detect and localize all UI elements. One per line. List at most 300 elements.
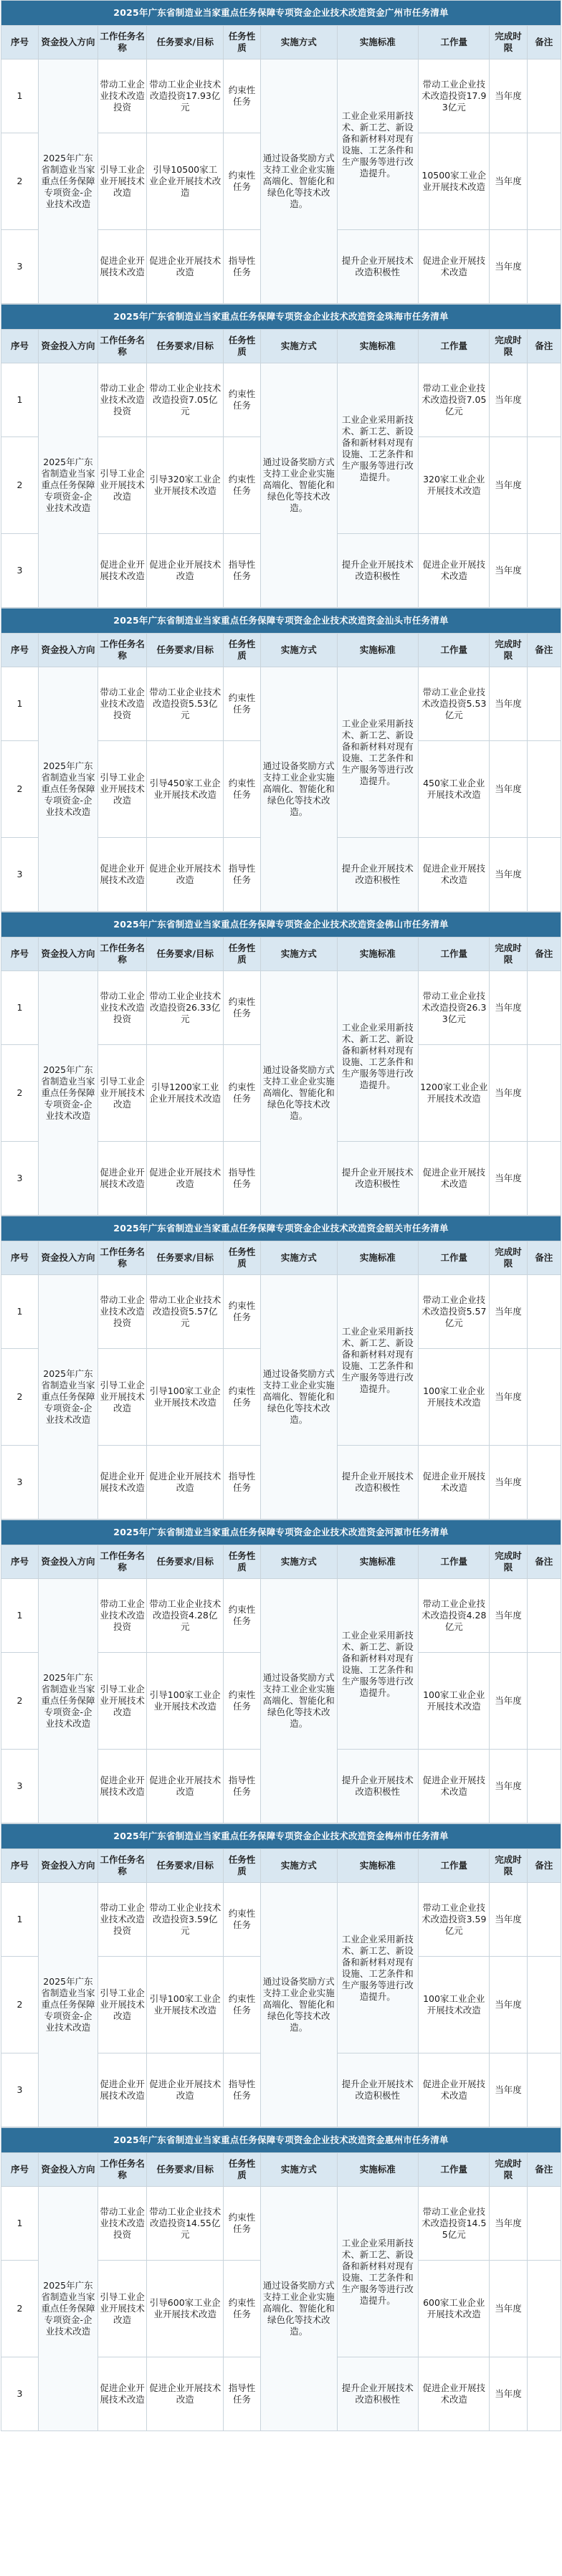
row-number: 2 (1, 1653, 39, 1750)
remark-cell (527, 1349, 561, 1446)
fund-direction-cell: 2025年广东省制造业当家重点任务保障专项资金-企业技术改造 (39, 1579, 98, 1823)
implementation-standard-cell: 工业企业采用新技术、新工艺、新设备和新材料对现有设施、工艺条件和生产服务等进行改造提升。 (337, 971, 419, 1142)
table-title: 2025年广东省制造业当家重点任务保障专项资金企业技术改造资金河源市任务清单 (1, 1520, 561, 1545)
row-number: 3 (1, 1142, 39, 1216)
task-requirement-cell: 促进企业开展技术改造 (147, 1142, 223, 1216)
header-req: 任务要求/目标 (147, 634, 223, 667)
header-remark: 备注 (527, 330, 561, 363)
fund-direction-cell: 2025年广东省制造业当家重点任务保障专项资金-企业技术改造 (39, 1275, 98, 1520)
fund-direction-cell: 2025年广东省制造业当家重点任务保障专项资金-企业技术改造 (39, 2187, 98, 2431)
deadline-cell: 当年度 (490, 1957, 527, 2053)
task-name-cell: 带动工业企业技术改造投资 (97, 59, 147, 133)
header-method: 实施方式 (261, 938, 337, 971)
header-remark: 备注 (527, 2153, 561, 2187)
header-req: 任务要求/目标 (147, 1849, 223, 1883)
task-list-document (1, 0, 561, 2431)
task-nature-cell: 指导性任务 (223, 1446, 260, 1520)
task-requirement-cell: 带动工业企业技术改造投资5.53亿元 (147, 667, 223, 741)
remark-cell (527, 667, 561, 741)
implementation-standard-cell: 工业企业采用新技术、新工艺、新设备和新材料对现有设施、工艺条件和生产服务等进行改造提升。 (337, 59, 419, 230)
header-task: 工作任务名称 (97, 330, 147, 363)
header-no: 序号 (1, 330, 39, 363)
row-number: 1 (1, 1579, 39, 1653)
task-requirement-cell: 引导10500家工业企业开展技术改造 (147, 133, 223, 230)
workload-cell: 100家工业企业开展技术改造 (419, 1349, 490, 1446)
deadline-cell: 当年度 (490, 741, 527, 838)
deadline-cell: 当年度 (490, 437, 527, 534)
header-std: 实施标准 (337, 26, 419, 59)
task-requirement-cell: 带动工业企业技术改造投资5.57亿元 (147, 1275, 223, 1349)
workload-cell: 促进企业开展技术改造 (419, 1446, 490, 1520)
row-number: 3 (1, 838, 39, 912)
task-requirement-cell: 带动工业企业技术改造投资14.55亿元 (147, 2187, 223, 2261)
workload-cell: 100家工业企业开展技术改造 (419, 1653, 490, 1750)
remark-cell (527, 437, 561, 534)
table-title: 2025年广东省制造业当家重点任务保障专项资金企业技术改造资金珠海市任务清单 (1, 305, 561, 330)
row-number: 1 (1, 971, 39, 1045)
implementation-standard-cell: 工业企业采用新技术、新工艺、新设备和新材料对现有设施、工艺条件和生产服务等进行改造提升。 (337, 363, 419, 534)
row-number: 3 (1, 1446, 39, 1520)
header-task: 工作任务名称 (97, 938, 147, 971)
fund-direction-cell: 2025年广东省制造业当家重点任务保障专项资金-企业技术改造 (39, 363, 98, 608)
header-method: 实施方式 (261, 1545, 337, 1579)
remark-cell (527, 2187, 561, 2261)
header-no: 序号 (1, 938, 39, 971)
header-task: 工作任务名称 (97, 1849, 147, 1883)
implementation-standard-cell: 提升企业开展技术改造积极性 (337, 1142, 419, 1216)
header-work: 工作量 (419, 1241, 490, 1275)
header-deadline: 完成时限 (490, 1849, 527, 1883)
header-fund: 资金投入方向 (39, 1545, 98, 1579)
task-name-cell: 促进企业开展技术改造 (97, 534, 147, 608)
header-remark: 备注 (527, 1241, 561, 1275)
deadline-cell: 当年度 (490, 1750, 527, 1823)
implementation-method-cell: 通过设备奖励方式支持工业企业实施高端化、智能化和绿色化等技术改造。 (261, 971, 337, 1216)
implementation-method-cell: 通过设备奖励方式支持工业企业实施高端化、智能化和绿色化等技术改造。 (261, 2187, 337, 2431)
task-name-cell: 带动工业企业技术改造投资 (97, 1883, 147, 1957)
header-method: 实施方式 (261, 1849, 337, 1883)
header-deadline: 完成时限 (490, 634, 527, 667)
workload-cell: 10500家工业企业开展技术改造 (419, 133, 490, 230)
row-number: 2 (1, 1957, 39, 2053)
workload-cell: 促进企业开展技术改造 (419, 2357, 490, 2431)
header-req: 任务要求/目标 (147, 1241, 223, 1275)
header-nature: 任务性质 (223, 938, 260, 971)
header-method: 实施方式 (261, 1241, 337, 1275)
task-requirement-cell: 引导1200家工业企业开展技术改造 (147, 1045, 223, 1142)
header-no: 序号 (1, 1241, 39, 1275)
implementation-standard-cell: 提升企业开展技术改造积极性 (337, 2357, 419, 2431)
task-name-cell: 促进企业开展技术改造 (97, 1750, 147, 1823)
table-header-row (1, 1545, 561, 1579)
implementation-method-cell: 通过设备奖励方式支持工业企业实施高端化、智能化和绿色化等技术改造。 (261, 59, 337, 304)
task-name-cell: 带动工业企业技术改造投资 (97, 363, 147, 437)
header-task: 工作任务名称 (97, 634, 147, 667)
task-table (1, 1823, 561, 2127)
task-name-cell: 引导工业企业开展技术改造 (97, 1957, 147, 2053)
task-nature-cell: 约束性任务 (223, 1349, 260, 1446)
workload-cell: 带动工业企业技术改造投资17.93亿元 (419, 59, 490, 133)
remark-cell (527, 2053, 561, 2127)
header-work: 工作量 (419, 26, 490, 59)
table-title: 2025年广东省制造业当家重点任务保障专项资金企业技术改造资金广州市任务清单 (1, 1, 561, 26)
workload-cell: 带动工业企业技术改造投资7.05亿元 (419, 363, 490, 437)
remark-cell (527, 1275, 561, 1349)
header-fund: 资金投入方向 (39, 26, 98, 59)
table-row (1, 2187, 561, 2261)
task-requirement-cell: 带动工业企业技术改造投资4.28亿元 (147, 1579, 223, 1653)
header-work: 工作量 (419, 2153, 490, 2187)
deadline-cell: 当年度 (490, 971, 527, 1045)
task-nature-cell: 约束性任务 (223, 1579, 260, 1653)
row-number: 1 (1, 667, 39, 741)
remark-cell (527, 2357, 561, 2431)
implementation-standard-cell: 工业企业采用新技术、新工艺、新设备和新材料对现有设施、工艺条件和生产服务等进行改造提升。 (337, 1579, 419, 1750)
header-no: 序号 (1, 634, 39, 667)
table-title: 2025年广东省制造业当家重点任务保障专项资金企业技术改造资金佛山市任务清单 (1, 912, 561, 938)
table-row (1, 1883, 561, 1957)
deadline-cell: 当年度 (490, 1349, 527, 1446)
deadline-cell: 当年度 (490, 1446, 527, 1520)
task-name-cell: 促进企业开展技术改造 (97, 230, 147, 304)
task-nature-cell: 约束性任务 (223, 741, 260, 838)
table-row (1, 363, 561, 437)
task-requirement-cell: 促进企业开展技术改造 (147, 2357, 223, 2431)
table-row (1, 59, 561, 133)
task-requirement-cell: 引导600家工业企业开展技术改造 (147, 2261, 223, 2357)
implementation-standard-cell: 工业企业采用新技术、新工艺、新设备和新材料对现有设施、工艺条件和生产服务等进行改造提升。 (337, 1883, 419, 2053)
workload-cell: 带动工业企业技术改造投资5.57亿元 (419, 1275, 490, 1349)
workload-cell: 320家工业企业开展技术改造 (419, 437, 490, 534)
task-requirement-cell: 带动工业企业技术改造投资3.59亿元 (147, 1883, 223, 1957)
task-requirement-cell: 带动工业企业技术改造投资17.93亿元 (147, 59, 223, 133)
task-name-cell: 带动工业企业技术改造投资 (97, 971, 147, 1045)
header-nature: 任务性质 (223, 26, 260, 59)
remark-cell (527, 1750, 561, 1823)
task-nature-cell: 约束性任务 (223, 363, 260, 437)
remark-cell (527, 1579, 561, 1653)
remark-cell (527, 1446, 561, 1520)
header-nature: 任务性质 (223, 1241, 260, 1275)
header-remark: 备注 (527, 1545, 561, 1579)
header-method: 实施方式 (261, 2153, 337, 2187)
header-remark: 备注 (527, 1849, 561, 1883)
row-number: 2 (1, 1045, 39, 1142)
header-task: 工作任务名称 (97, 2153, 147, 2187)
task-name-cell: 促进企业开展技术改造 (97, 838, 147, 912)
implementation-method-cell: 通过设备奖励方式支持工业企业实施高端化、智能化和绿色化等技术改造。 (261, 1883, 337, 2127)
deadline-cell: 当年度 (490, 838, 527, 912)
header-work: 工作量 (419, 1849, 490, 1883)
task-nature-cell: 约束性任务 (223, 59, 260, 133)
task-nature-cell: 指导性任务 (223, 230, 260, 304)
task-requirement-cell: 促进企业开展技术改造 (147, 2053, 223, 2127)
header-nature: 任务性质 (223, 1849, 260, 1883)
task-table (1, 912, 561, 1216)
header-work: 工作量 (419, 634, 490, 667)
header-fund: 资金投入方向 (39, 1241, 98, 1275)
workload-cell: 促进企业开展技术改造 (419, 1750, 490, 1823)
header-no: 序号 (1, 1545, 39, 1579)
row-number: 1 (1, 363, 39, 437)
workload-cell: 促进企业开展技术改造 (419, 1142, 490, 1216)
task-table (1, 1216, 561, 1520)
header-nature: 任务性质 (223, 1545, 260, 1579)
deadline-cell: 当年度 (490, 2053, 527, 2127)
task-nature-cell: 约束性任务 (223, 971, 260, 1045)
task-nature-cell: 约束性任务 (223, 1275, 260, 1349)
task-nature-cell: 约束性任务 (223, 2187, 260, 2261)
remark-cell (527, 2261, 561, 2357)
task-requirement-cell: 引导320家工业企业开展技术改造 (147, 437, 223, 534)
deadline-cell: 当年度 (490, 59, 527, 133)
workload-cell: 带动工业企业技术改造投资4.28亿元 (419, 1579, 490, 1653)
header-task: 工作任务名称 (97, 1545, 147, 1579)
task-name-cell: 带动工业企业技术改造投资 (97, 2187, 147, 2261)
table-row (1, 1579, 561, 1653)
task-nature-cell: 约束性任务 (223, 1045, 260, 1142)
header-remark: 备注 (527, 26, 561, 59)
header-remark: 备注 (527, 938, 561, 971)
implementation-standard-cell: 工业企业采用新技术、新工艺、新设备和新材料对现有设施、工艺条件和生产服务等进行改造提升。 (337, 1275, 419, 1446)
row-number: 2 (1, 133, 39, 230)
task-requirement-cell: 引导100家工业企业开展技术改造 (147, 1957, 223, 2053)
table-header-row (1, 330, 561, 363)
row-number: 1 (1, 1275, 39, 1349)
header-fund: 资金投入方向 (39, 634, 98, 667)
remark-cell (527, 971, 561, 1045)
table-header-row (1, 26, 561, 59)
row-number: 3 (1, 2357, 39, 2431)
header-task: 工作任务名称 (97, 26, 147, 59)
header-std: 实施标准 (337, 1545, 419, 1579)
task-requirement-cell: 促进企业开展技术改造 (147, 230, 223, 304)
header-work: 工作量 (419, 1545, 490, 1579)
implementation-standard-cell: 工业企业采用新技术、新工艺、新设备和新材料对现有设施、工艺条件和生产服务等进行改造提升。 (337, 667, 419, 838)
task-table (1, 304, 561, 608)
row-number: 2 (1, 437, 39, 534)
implementation-method-cell: 通过设备奖励方式支持工业企业实施高端化、智能化和绿色化等技术改造。 (261, 667, 337, 912)
workload-cell: 促进企业开展技术改造 (419, 2053, 490, 2127)
row-number: 3 (1, 230, 39, 304)
task-requirement-cell: 促进企业开展技术改造 (147, 1446, 223, 1520)
header-nature: 任务性质 (223, 330, 260, 363)
task-table (1, 608, 561, 912)
task-name-cell: 促进企业开展技术改造 (97, 1446, 147, 1520)
table-header-row (1, 938, 561, 971)
task-name-cell: 引导工业企业开展技术改造 (97, 437, 147, 534)
header-std: 实施标准 (337, 2153, 419, 2187)
task-requirement-cell: 引导450家工业企业开展技术改造 (147, 741, 223, 838)
header-req: 任务要求/目标 (147, 26, 223, 59)
remark-cell (527, 59, 561, 133)
table-title: 2025年广东省制造业当家重点任务保障专项资金企业技术改造资金韶关市任务清单 (1, 1216, 561, 1241)
task-name-cell: 引导工业企业开展技术改造 (97, 1653, 147, 1750)
row-number: 3 (1, 1750, 39, 1823)
task-name-cell: 带动工业企业技术改造投资 (97, 1579, 147, 1653)
fund-direction-cell: 2025年广东省制造业当家重点任务保障专项资金-企业技术改造 (39, 667, 98, 912)
header-task: 工作任务名称 (97, 1241, 147, 1275)
remark-cell (527, 133, 561, 230)
deadline-cell: 当年度 (490, 1653, 527, 1750)
header-nature: 任务性质 (223, 634, 260, 667)
header-deadline: 完成时限 (490, 2153, 527, 2187)
remark-cell (527, 363, 561, 437)
task-requirement-cell: 促进企业开展技术改造 (147, 1750, 223, 1823)
deadline-cell: 当年度 (490, 230, 527, 304)
task-nature-cell: 约束性任务 (223, 437, 260, 534)
header-method: 实施方式 (261, 634, 337, 667)
workload-cell: 带动工业企业技术改造投资14.55亿元 (419, 2187, 490, 2261)
table-header-row (1, 634, 561, 667)
task-nature-cell: 约束性任务 (223, 2261, 260, 2357)
header-fund: 资金投入方向 (39, 1849, 98, 1883)
task-nature-cell: 指导性任务 (223, 1750, 260, 1823)
row-number: 1 (1, 59, 39, 133)
row-number: 3 (1, 534, 39, 608)
header-std: 实施标准 (337, 938, 419, 971)
table-row (1, 667, 561, 741)
task-nature-cell: 指导性任务 (223, 838, 260, 912)
header-no: 序号 (1, 1849, 39, 1883)
table-header-row (1, 2153, 561, 2187)
workload-cell: 600家工业企业开展技术改造 (419, 2261, 490, 2357)
header-fund: 资金投入方向 (39, 330, 98, 363)
task-nature-cell: 指导性任务 (223, 2053, 260, 2127)
table-header-row (1, 1241, 561, 1275)
header-deadline: 完成时限 (490, 938, 527, 971)
task-requirement-cell: 促进企业开展技术改造 (147, 838, 223, 912)
header-deadline: 完成时限 (490, 330, 527, 363)
implementation-standard-cell: 工业企业采用新技术、新工艺、新设备和新材料对现有设施、工艺条件和生产服务等进行改造提升。 (337, 2187, 419, 2357)
deadline-cell: 当年度 (490, 667, 527, 741)
fund-direction-cell: 2025年广东省制造业当家重点任务保障专项资金-企业技术改造 (39, 1883, 98, 2127)
remark-cell (527, 1957, 561, 2053)
remark-cell (527, 534, 561, 608)
header-fund: 资金投入方向 (39, 938, 98, 971)
deadline-cell: 当年度 (490, 1142, 527, 1216)
workload-cell: 100家工业企业开展技术改造 (419, 1957, 490, 2053)
implementation-method-cell: 通过设备奖励方式支持工业企业实施高端化、智能化和绿色化等技术改造。 (261, 1275, 337, 1520)
header-no: 序号 (1, 26, 39, 59)
deadline-cell: 当年度 (490, 133, 527, 230)
task-nature-cell: 指导性任务 (223, 1142, 260, 1216)
task-name-cell: 促进企业开展技术改造 (97, 1142, 147, 1216)
implementation-standard-cell: 提升企业开展技术改造积极性 (337, 230, 419, 304)
workload-cell: 1200家工业企业开展技术改造 (419, 1045, 490, 1142)
workload-cell: 450家工业企业开展技术改造 (419, 741, 490, 838)
remark-cell (527, 1653, 561, 1750)
workload-cell: 带动工业企业技术改造投资3.59亿元 (419, 1883, 490, 1957)
deadline-cell: 当年度 (490, 363, 527, 437)
task-nature-cell: 约束性任务 (223, 133, 260, 230)
remark-cell (527, 741, 561, 838)
deadline-cell: 当年度 (490, 1883, 527, 1957)
implementation-standard-cell: 提升企业开展技术改造积极性 (337, 534, 419, 608)
task-name-cell: 引导工业企业开展技术改造 (97, 741, 147, 838)
header-req: 任务要求/目标 (147, 330, 223, 363)
implementation-standard-cell: 提升企业开展技术改造积极性 (337, 2053, 419, 2127)
workload-cell: 促进企业开展技术改造 (419, 838, 490, 912)
fund-direction-cell: 2025年广东省制造业当家重点任务保障专项资金-企业技术改造 (39, 971, 98, 1216)
task-nature-cell: 约束性任务 (223, 667, 260, 741)
header-std: 实施标准 (337, 634, 419, 667)
remark-cell (527, 838, 561, 912)
remark-cell (527, 230, 561, 304)
header-req: 任务要求/目标 (147, 938, 223, 971)
header-req: 任务要求/目标 (147, 1545, 223, 1579)
implementation-standard-cell: 提升企业开展技术改造积极性 (337, 1750, 419, 1823)
row-number: 2 (1, 1349, 39, 1446)
task-nature-cell: 指导性任务 (223, 534, 260, 608)
row-number: 2 (1, 741, 39, 838)
deadline-cell: 当年度 (490, 1045, 527, 1142)
task-nature-cell: 约束性任务 (223, 1883, 260, 1957)
header-method: 实施方式 (261, 330, 337, 363)
task-requirement-cell: 带动工业企业技术改造投资7.05亿元 (147, 363, 223, 437)
header-no: 序号 (1, 2153, 39, 2187)
task-name-cell: 带动工业企业技术改造投资 (97, 667, 147, 741)
task-requirement-cell: 引导100家工业企业开展技术改造 (147, 1653, 223, 1750)
task-nature-cell: 约束性任务 (223, 1653, 260, 1750)
task-nature-cell: 指导性任务 (223, 2357, 260, 2431)
deadline-cell: 当年度 (490, 2187, 527, 2261)
header-deadline: 完成时限 (490, 26, 527, 59)
task-table (1, 2127, 561, 2431)
task-name-cell: 引导工业企业开展技术改造 (97, 1349, 147, 1446)
deadline-cell: 当年度 (490, 1579, 527, 1653)
table-title: 2025年广东省制造业当家重点任务保障专项资金企业技术改造资金汕头市任务清单 (1, 609, 561, 634)
remark-cell (527, 1883, 561, 1957)
row-number: 1 (1, 1883, 39, 1957)
header-deadline: 完成时限 (490, 1545, 527, 1579)
task-name-cell: 引导工业企业开展技术改造 (97, 133, 147, 230)
header-std: 实施标准 (337, 330, 419, 363)
header-fund: 资金投入方向 (39, 2153, 98, 2187)
table-row (1, 971, 561, 1045)
deadline-cell: 当年度 (490, 534, 527, 608)
table-title: 2025年广东省制造业当家重点任务保障专项资金企业技术改造资金惠州市任务清单 (1, 2128, 561, 2153)
implementation-standard-cell: 提升企业开展技术改造积极性 (337, 838, 419, 912)
implementation-standard-cell: 提升企业开展技术改造积极性 (337, 1446, 419, 1520)
row-number: 1 (1, 2187, 39, 2261)
header-remark: 备注 (527, 634, 561, 667)
row-number: 3 (1, 2053, 39, 2127)
header-std: 实施标准 (337, 1241, 419, 1275)
deadline-cell: 当年度 (490, 1275, 527, 1349)
remark-cell (527, 1142, 561, 1216)
header-req: 任务要求/目标 (147, 2153, 223, 2187)
task-name-cell: 引导工业企业开展技术改造 (97, 1045, 147, 1142)
task-table (1, 1520, 561, 1823)
header-deadline: 完成时限 (490, 1241, 527, 1275)
task-nature-cell: 约束性任务 (223, 1957, 260, 2053)
row-number: 2 (1, 2261, 39, 2357)
workload-cell: 促进企业开展技术改造 (419, 230, 490, 304)
workload-cell: 带动工业企业技术改造投资26.33亿元 (419, 971, 490, 1045)
task-requirement-cell: 带动工业企业技术改造投资26.33亿元 (147, 971, 223, 1045)
workload-cell: 促进企业开展技术改造 (419, 534, 490, 608)
header-work: 工作量 (419, 330, 490, 363)
workload-cell: 带动工业企业技术改造投资5.53亿元 (419, 667, 490, 741)
task-name-cell: 引导工业企业开展技术改造 (97, 2261, 147, 2357)
header-nature: 任务性质 (223, 2153, 260, 2187)
remark-cell (527, 1045, 561, 1142)
header-method: 实施方式 (261, 26, 337, 59)
header-work: 工作量 (419, 938, 490, 971)
table-row (1, 1275, 561, 1349)
task-name-cell: 带动工业企业技术改造投资 (97, 1275, 147, 1349)
